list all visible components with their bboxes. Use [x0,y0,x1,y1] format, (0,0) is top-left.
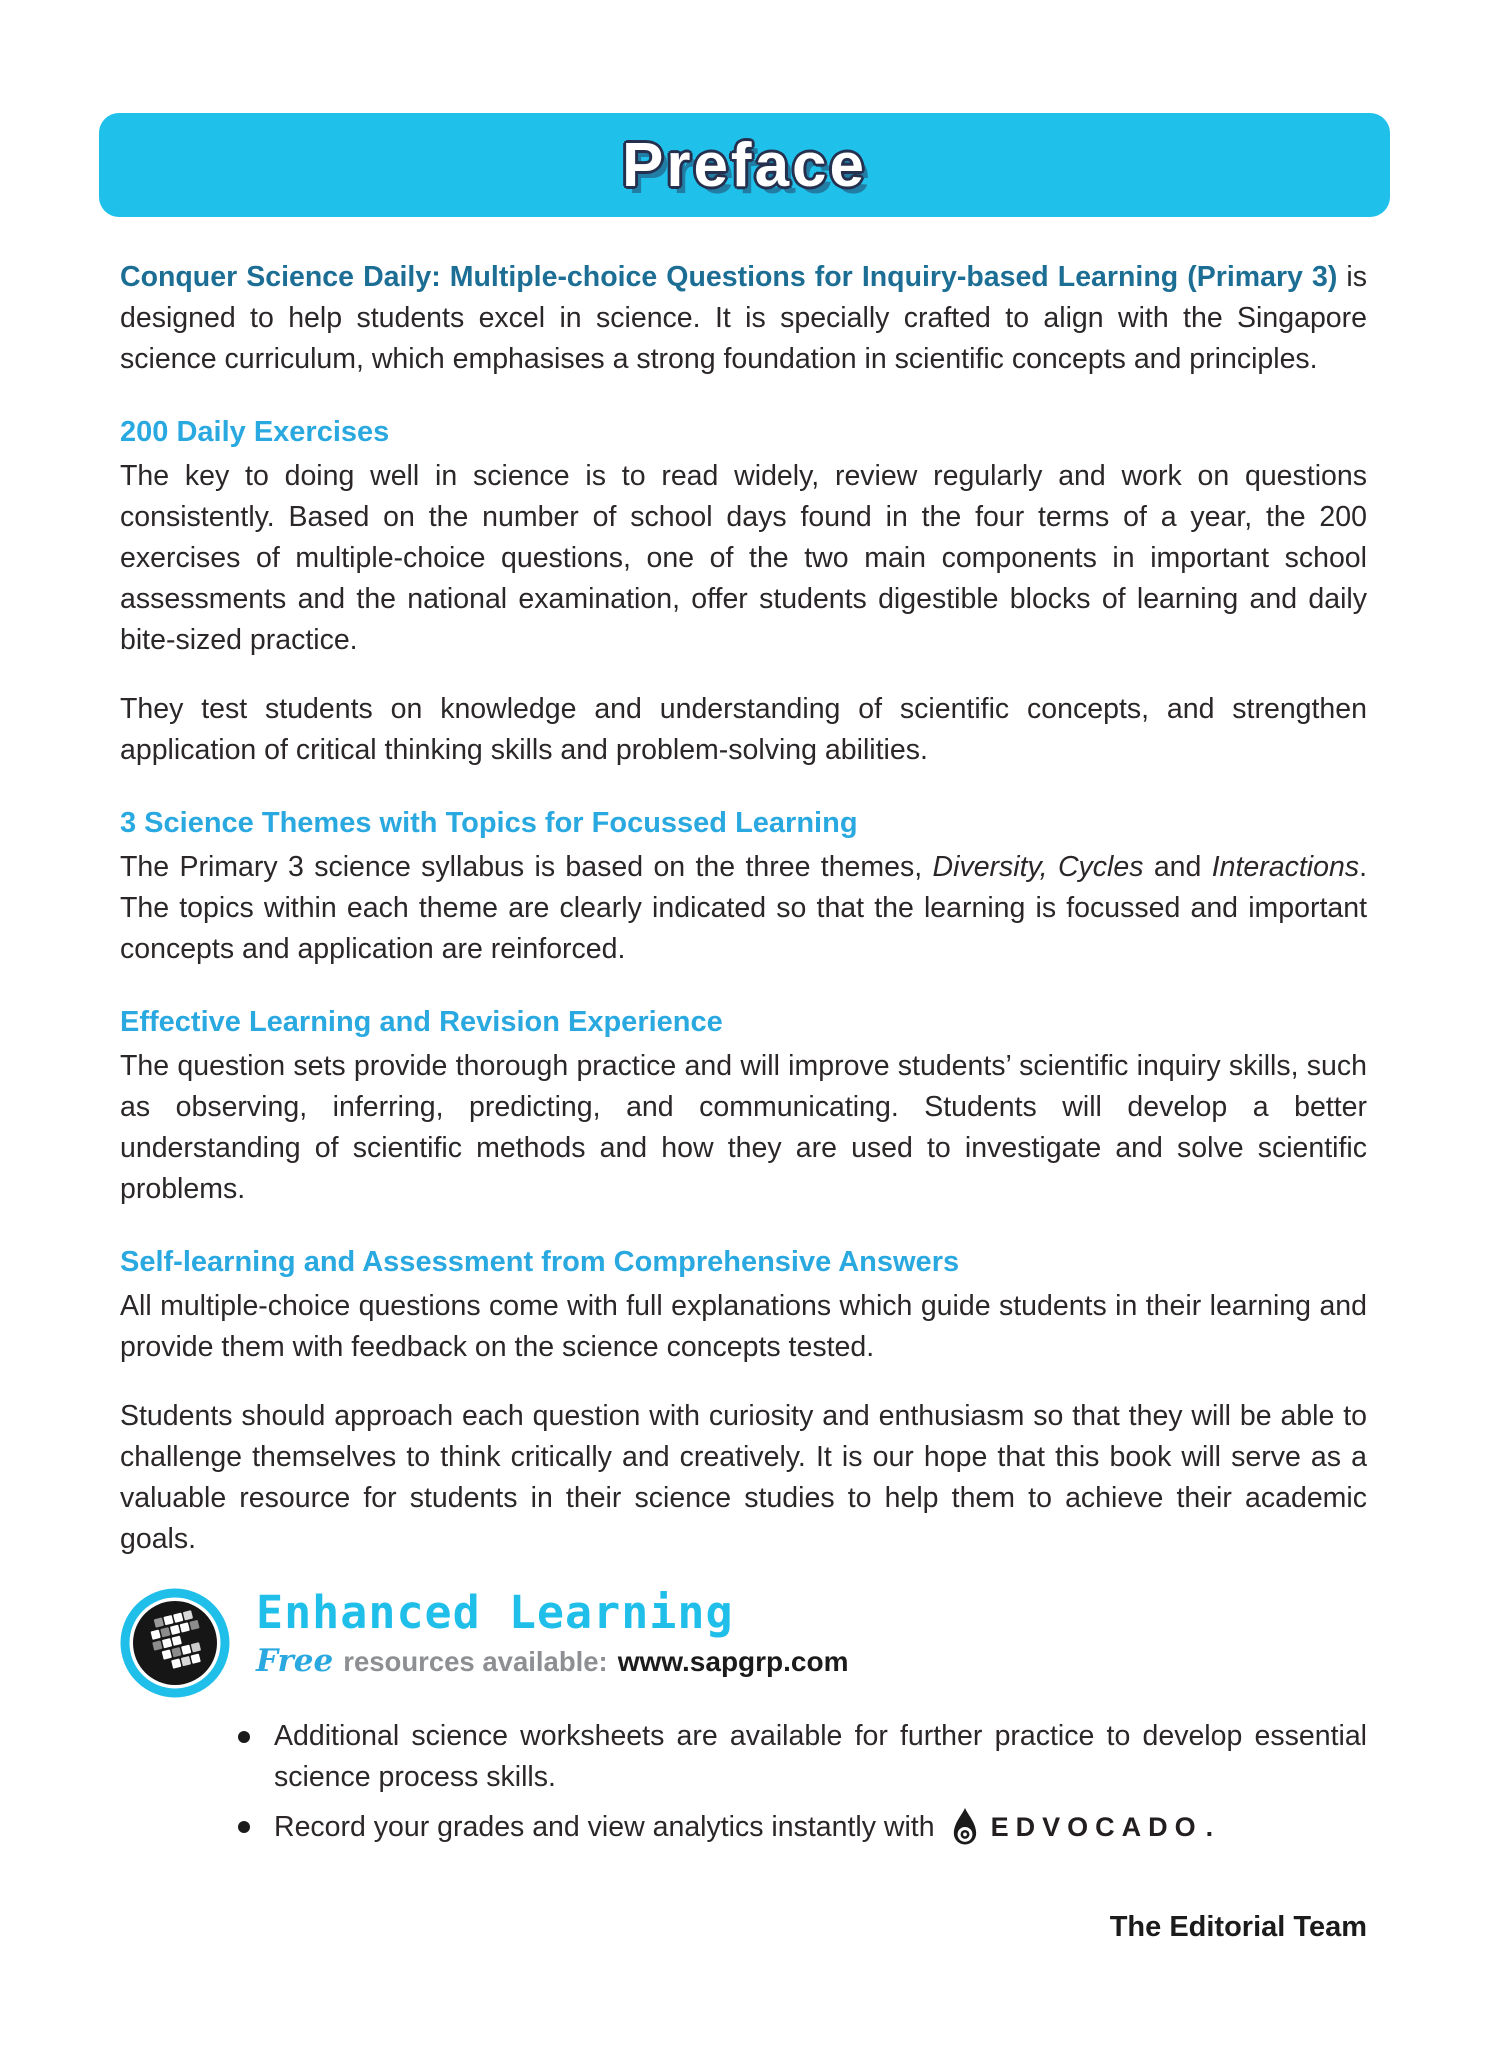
bullet-icon [238,1731,250,1743]
paragraph: All multiple-choice questions come with full explanations which guide students in their learning and provide them with feedback on the science concepts tested. [120,1290,1367,1363]
enhanced-learning-block [120,1588,1367,1698]
enhanced-learning-logo-icon [120,1588,230,1698]
section-heading-200-daily-exercises: 200 Daily Exercises [120,416,390,448]
section-heading-self-learning: Self-learning and Assessment from Comprehensive Answers [120,1246,960,1278]
edvocado-wordmark: EDVOCADO [990,1812,1203,1842]
page-banner [99,113,1390,217]
intro-body: is designed to help students excel in science. It is specially crafted to align with the Singapore science curriculum, which emphasises a strong foundation in scientific concepts and principles. [120,261,1368,375]
book-title: Conquer Science Daily: Multiple-choice Questions for Inquiry-based Learning (Primary 3) [120,261,1338,293]
paragraph: Students should approach each question with curiosity and enthusiasm so that they will be able to challenge themselves to think critically and creatively. It is our hope that this book will serve as a valuable resource for students in their science studies to help them to achieve their academic goals. [120,1400,1367,1555]
paragraph: They test students on knowledge and understanding of scientific concepts, and strengthen application of critical thinking skills and problem-solving abilities. [120,693,1367,766]
section-heading-effective-learning: Effective Learning and Revision Experience [120,1006,723,1038]
bullet2-period: . [1205,1812,1214,1842]
enhanced-learning-text [256,1588,849,1679]
list-item [238,1716,1367,1798]
edvocado-avocado-icon [948,1806,982,1849]
enhanced-learning-title: Enhanced Learning [256,1586,734,1639]
editorial-team-signoff: The Editorial Team [1109,1911,1367,1943]
bullet2-text: Record your grades and view analytics instantly with [274,1811,935,1843]
page-title: Preface [621,130,868,200]
themes-text-post: . The topics within each theme are clearly indicated so that the learning is focussed and important concepts and application are reinforced. [120,851,1367,965]
paragraph [120,847,1367,970]
enhanced-learning-bullets [238,1716,1367,1849]
resources-url: www.sapgrp.com [617,1645,849,1677]
bullet-icon [238,1821,250,1833]
intro-paragraph [120,257,1367,380]
section-heading-science-themes: 3 Science Themes with Topics for Focussed Learning [120,807,858,839]
enhanced-learning-subtitle [256,1643,849,1679]
themes-text-pre: The Primary 3 science syllabus is based on the three themes, [120,851,933,883]
theme-diversity: Diversity, [932,851,1058,883]
page-content [120,257,1367,1944]
theme-cycles: Cycles [1057,851,1144,883]
bullet-text [274,1806,1367,1849]
themes-text-sep: and [1143,851,1212,883]
paragraph: The question sets provide thorough practice and will improve students’ scientific inquiry skills, such as observing, inferring, predicting, and communicating. Students will develop a better understanding of scientific methods and how they are used to investigate and solve scientific problems. [120,1050,1367,1205]
paragraph: The key to doing well in science is to read widely, review regularly and work on questions consistently. Based on the number of school days found in the four terms of a year, the 200 exercises of multiple-choice questions, one of the two main components in important school assessments and the national examination, offer students digestible blocks of learning and daily bite-sized practice. [120,460,1367,656]
free-label: Free [256,1642,334,1679]
bullet-text: Additional science worksheets are available for further practice to develop essential science process skills. [274,1720,1367,1793]
list-item [238,1806,1367,1849]
resources-label: resources available: [343,1645,608,1677]
theme-interactions: Interactions [1211,851,1360,883]
